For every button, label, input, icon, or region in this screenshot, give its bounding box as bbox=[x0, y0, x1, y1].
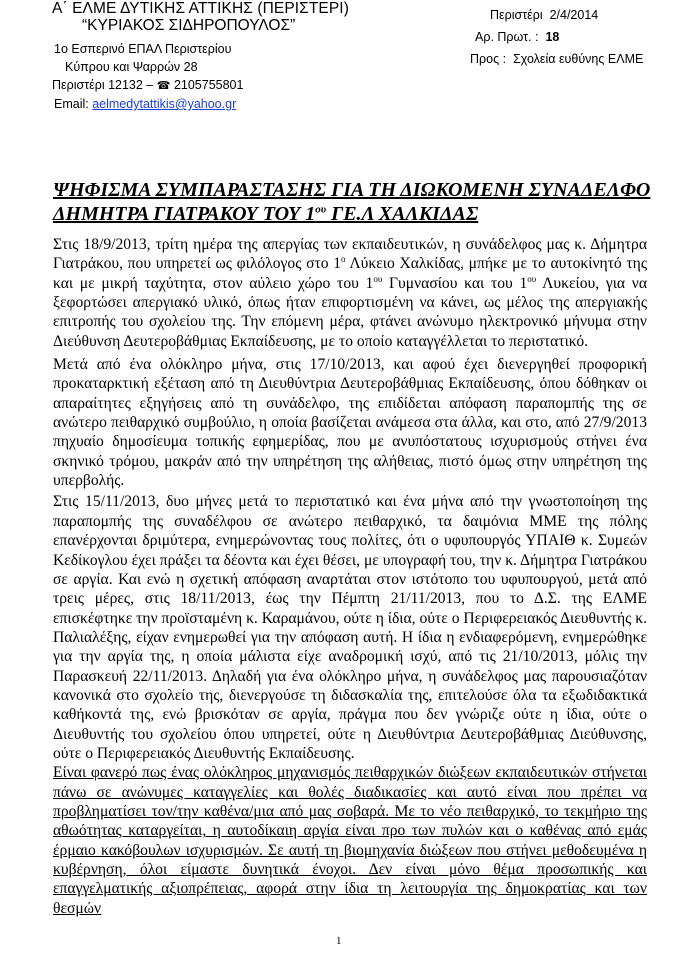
title-superscript: ου bbox=[315, 203, 327, 216]
p1-sup-2: ου bbox=[373, 273, 383, 284]
title-school-text: ΓΕ.Λ ΧΑΛΚΙΔΑΣ bbox=[326, 203, 479, 225]
title-line-2 bbox=[53, 202, 653, 226]
email-label: Email: bbox=[54, 97, 89, 111]
recipient-line bbox=[470, 50, 690, 72]
protocol-line bbox=[470, 28, 690, 50]
paragraph-2: Μετά από ένα ολόκληρο μήνα, στις 17/10/2013, και αφού έχει διενεργηθεί προφορική προκαταρκτική εξέταση από τη Διευθύντρια Δευτεροβάθμιας Εκπαίδευσης, όπου δόθηκαν οι απαραίτητες εξηγήσεις από τη συνάδελφο, της επιδίδεται απόφαση παραπομπής της σε ανώτερο πειθαρχικό συμβούλιο, η οποία βασίζεται ανάμεσα στα άλλα, και στο, από 27/9/2013 πηχυαίο δημοσίευμα τοπικής εφημερίδας, που με ανυπόστατους ισχυρισμούς στήνει ένα σκηνικό τρόμου, μακράν από την υπηρέτηση της αλήθειας, πιστό όμως στην υπηρέτηση της υπερβολής. bbox=[53, 356, 647, 490]
address-street: Κύπρου και Ψαρρών 28 bbox=[65, 60, 198, 74]
document-body bbox=[53, 235, 647, 918]
title-name-text: ΔΗΜΗΤΡΑ ΓΙΑΤΡΑΚΟΥ ΤΟΥ 1 bbox=[53, 203, 316, 225]
address-school: 1ο Εσπερινό ΕΠΑΛ Περιστερίου bbox=[54, 42, 232, 56]
email-line bbox=[52, 95, 352, 113]
paragraph-3: Στις 15/11/2013, δυο μήνες μετά το περιστατικό και ένα μήνα από την γνωστοποίηση της παραπομπής της συναδέλφου σε ανώτερο πειθαρχικό, τα δαιμόνια ΜΜΕ της πόλης επανέρχονται δριμύτερα, ενημερώνοντας τους πολίτες, ότι ο υφυπουργός ΥΠΑΙΘ κ. Συμεών Κεδίκογλου έχει πράξει τα δέοντα και έχει θέσει, με υπογραφή του, την κ. Δήμητρα Γιατράκου σε αργία. Και ενώ η σχετική απόφαση αναρτάται στον ιστότοπο του υφυπουργού, μετά από τρεις μέρες, στις 18/11/2013, έως την Πέμπτη 21/11/2013, που το Δ.Σ. της ΕΛΜΕ επισκέφτηκε την προϊσταμένη κ. Καραμάνου, ούτε η ίδια, ούτε ο Περιφερειακός Διευθυντής κ. Παλιαλέξης, είχαν ενημερωθεί για την απόφαση αυτή. Η ίδια η ενδιαφερόμενη, ενημερώθηκε για την αργία της, η οποία μάλιστα είχε αναδρομική ισχύ, από τις 21/10/2013, μόλις την Παρασκευή 22/11/2013. Δηλαδή για ένα ολόκληρο μήνα, η συνάδελφος μας παρουσιαζόταν κανονικά στο σχολείο της, διενεργούσε τη διδασκαλία της, επιτελούσε όλα τα εξωδιδακτικά καθήκοντά της, ενώ βρισκόταν σε αργία, πράγμα που δεν γνώριζε ούτε η ίδια, ούτε ο Διευθυντής του σχολείου όπου υπηρετεί, ούτε η Διευθύντρια Δευτεροβάθμιας Διεύθυνσης, ούτε ο Περιφερειακός Διευθυντής Εκπαίδευσης. bbox=[53, 493, 647, 762]
protocol-label: Αρ. Πρωτ. : bbox=[475, 30, 539, 44]
p1-part-b: Λύκειο Χαλκίδας, μπήκε με το αυτοκίνητό της και με μικρή ταχύτητα, στον αύλειο χώρο του 1 bbox=[53, 255, 647, 292]
sender-block bbox=[52, 0, 352, 113]
page-number: 1 bbox=[336, 935, 342, 947]
p1-part-c: Γυμνασίου και του 1 bbox=[382, 274, 528, 292]
email-link[interactable]: aelmedytattikis@yahoo.gr bbox=[92, 97, 237, 111]
paragraph-4-underlined: Είναι φανερό πως ένας ολόκληρος μηχανισμός πειθαρχικών διώξεων εκπαιδευτικών στήνεται πάνω σε ανώνυμες καταγγελίες και θολές διαδικασίες και αυτό είναι που πρέπει να προβληματίσει τον/την καθένα/μια από μας σοβαρά. Με το νέο πειθαρχικό, το τεκμήριο της αθωότητας καταργείται, η αυτοδίκαιη αργία είναι προ των πυλών και ο καθένας από εμάς έρμαιο κακόβουλων ισχυρισμών. Σε αυτή τη βιομηχανία διώξεων που στήνει μεθοδευμένα η κυβέρνηση, όλοι είμαστε δυνητικά ένοχοι. Δεν είναι μόνο θέμα προσωπικής και επαγγελματικής αξιοπρέπειας, αφορά στην ίδια τη λειτουργία της δημοκρατίας και των θεσμών bbox=[53, 764, 647, 917]
phone-icon: ☎ bbox=[156, 80, 171, 92]
organization-name: Α΄ ΕΛΜΕ ΔΥΤΙΚΗΣ ΑΤΤΙΚΗΣ (ΠΕΡΙΣΤΕΡΙ) bbox=[52, 0, 349, 17]
title-line-1: ΨΗΦΙΣΜΑ ΣΥΜΠΑΡΑΣΤΑΣΗΣ ΓΙΑ ΤΗ ΔΙΩΚΟΜΕΝΗ ΣΥΝΑΔΕΛΦΟ bbox=[53, 179, 651, 201]
protocol-number: 18 bbox=[545, 30, 560, 44]
recipient-value: Σχολεία ευθύνης ΕΛΜΕ bbox=[513, 52, 644, 66]
date-label: Περιστέρι bbox=[490, 8, 543, 22]
phone-number: 2105755801 bbox=[173, 78, 244, 92]
organization-subtitle: “ΚΥΡΙΑΚΟΣ ΣΙΔΗΡΟΠΟΥΛΟΣ” bbox=[82, 17, 296, 34]
document-info-block bbox=[470, 6, 690, 72]
document-title bbox=[53, 178, 653, 226]
date-line bbox=[470, 6, 690, 28]
p1-sup-1: ο bbox=[341, 254, 346, 265]
p1-part-d: Λυκείου, για να ξεφορτώσει απεργιακό υλικό, όπως ήταν επιφορτισμένη να κάνει, ως μέλος της απεργιακής επιτροπής του σχολείου της. Την επόμενη μέρα, φτάνει ανώνυμο ηλεκτρονικό μήνυμα στην Διεύθυνση Δευτεροβάθμιας Εκπαίδευσης, με το οποίο καταγγέλλεται το περιστατικό. bbox=[53, 274, 647, 350]
paragraph-1 bbox=[53, 235, 647, 351]
recipient-label: Προς : bbox=[470, 52, 507, 66]
address-city-phone bbox=[52, 76, 352, 95]
date-value: 2/4/2014 bbox=[549, 8, 599, 22]
city-text: Περιστέρι 12132 – bbox=[52, 78, 154, 92]
p1-part-a: Στις 18/9/2013, τρίτη ημέρα της απεργίας των εκπαιδευτικών, η συνάδελφος μας κ. Δήμητρα Γιατράκου, που υπηρετεί ως φιλόλογος στο 1 bbox=[53, 236, 647, 273]
p1-sup-3: ου bbox=[527, 273, 537, 284]
